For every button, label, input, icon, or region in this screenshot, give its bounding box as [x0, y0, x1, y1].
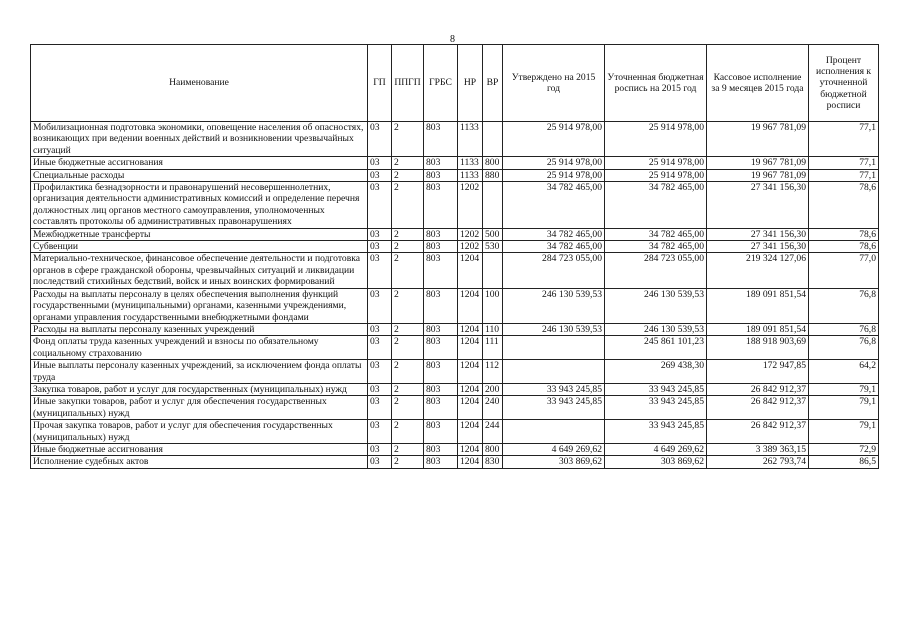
table-row — [31, 456, 879, 468]
cell-percent: 72,9 — [809, 443, 879, 455]
cell-grbs: 803 — [424, 360, 458, 384]
cell-grbs: 803 — [424, 182, 458, 229]
cell-ppgp: 2 — [392, 253, 424, 288]
cell-cash: 26 842 912,37 — [707, 420, 809, 444]
cell-cash: 189 091 851,54 — [707, 288, 809, 323]
cell-approved: 25 914 978,00 — [503, 157, 605, 169]
cell-gp: 03 — [368, 241, 392, 253]
cell-gp: 03 — [368, 288, 392, 323]
cell-ppgp: 2 — [392, 396, 424, 420]
cell-percent: 78,6 — [809, 182, 879, 229]
table-row — [31, 182, 879, 229]
cell-percent: 76,8 — [809, 336, 879, 360]
cell-np: 1133 — [458, 122, 483, 157]
cell-np: 1204 — [458, 323, 483, 335]
cell-percent: 79,1 — [809, 383, 879, 395]
cell-vr: 110 — [483, 323, 503, 335]
cell-adjusted: 25 914 978,00 — [605, 169, 707, 181]
cell-grbs: 803 — [424, 420, 458, 444]
cell-grbs: 803 — [424, 336, 458, 360]
cell-cash: 3 389 363,15 — [707, 443, 809, 455]
cell-approved: 246 130 539,53 — [503, 288, 605, 323]
cell-cash: 26 842 912,37 — [707, 383, 809, 395]
cell-ppgp: 2 — [392, 241, 424, 253]
header-vr: ВР — [483, 45, 503, 122]
cell-approved: 34 782 465,00 — [503, 241, 605, 253]
cell-name: Иные закупки товаров, работ и услуг для обеспечения государственных (муниципальных) нужд — [31, 396, 368, 420]
cell-ppgp: 2 — [392, 383, 424, 395]
cell-gp: 03 — [368, 228, 392, 240]
cell-approved: 4 649 269,62 — [503, 443, 605, 455]
cell-cash: 172 947,85 — [707, 360, 809, 384]
header-ppgp: ППГП — [392, 45, 424, 122]
cell-cash: 219 324 127,06 — [707, 253, 809, 288]
cell-ppgp: 2 — [392, 122, 424, 157]
cell-adjusted: 25 914 978,00 — [605, 122, 707, 157]
cell-grbs: 803 — [424, 323, 458, 335]
cell-np: 1202 — [458, 182, 483, 229]
table-row — [31, 228, 879, 240]
cell-vr: 100 — [483, 288, 503, 323]
cell-np: 1204 — [458, 360, 483, 384]
cell-approved: 246 130 539,53 — [503, 323, 605, 335]
cell-grbs: 803 — [424, 443, 458, 455]
cell-vr: 800 — [483, 157, 503, 169]
table-row — [31, 288, 879, 323]
cell-gp: 03 — [368, 396, 392, 420]
cell-grbs: 803 — [424, 396, 458, 420]
header-adjusted: Уточненная бюджетная роспись на 2015 год — [605, 45, 707, 122]
cell-gp: 03 — [368, 443, 392, 455]
cell-adjusted: 34 782 465,00 — [605, 182, 707, 229]
cell-adjusted: 34 782 465,00 — [605, 228, 707, 240]
cell-name: Исполнение судебных актов — [31, 456, 368, 468]
cell-percent: 78,6 — [809, 241, 879, 253]
cell-gp: 03 — [368, 182, 392, 229]
table-row — [31, 253, 879, 288]
cell-name: Закупка товаров, работ и услуг для государственных (муниципальных) нужд — [31, 383, 368, 395]
header-gp: ГП — [368, 45, 392, 122]
cell-vr: 240 — [483, 396, 503, 420]
header-cash: Кассовое исполнение за 9 месяцев 2015 года — [707, 45, 809, 122]
table-row — [31, 157, 879, 169]
cell-vr — [483, 182, 503, 229]
cell-gp: 03 — [368, 420, 392, 444]
cell-grbs: 803 — [424, 288, 458, 323]
cell-ppgp: 2 — [392, 228, 424, 240]
cell-adjusted: 303 869,62 — [605, 456, 707, 468]
header-approved: Утверждено на 2015 год — [503, 45, 605, 122]
cell-name: Межбюджетные трансферты — [31, 228, 368, 240]
cell-percent: 64,2 — [809, 360, 879, 384]
cell-name: Фонд оплаты труда казенных учреждений и взносы по обязательному социальному страхованию — [31, 336, 368, 360]
cell-adjusted: 25 914 978,00 — [605, 157, 707, 169]
cell-np: 1204 — [458, 443, 483, 455]
cell-percent: 86,5 — [809, 456, 879, 468]
cell-approved — [503, 360, 605, 384]
table-header-row — [31, 45, 879, 122]
cell-name: Мобилизационная подготовка экономики, оповещение населения об опасностях, возникающих при ведении военных действий и возникновении чрезвычайных ситуаций — [31, 122, 368, 157]
cell-grbs: 803 — [424, 456, 458, 468]
cell-vr — [483, 253, 503, 288]
cell-grbs: 803 — [424, 383, 458, 395]
cell-vr: 880 — [483, 169, 503, 181]
cell-gp: 03 — [368, 360, 392, 384]
cell-gp: 03 — [368, 323, 392, 335]
cell-np: 1204 — [458, 456, 483, 468]
cell-ppgp: 2 — [392, 336, 424, 360]
cell-vr — [483, 122, 503, 157]
table-row — [31, 323, 879, 335]
cell-gp: 03 — [368, 456, 392, 468]
cell-name: Профилактика безнадзорности и правонарушений несовершеннолетних, организация деятельности административных комиссий и определение перечня должностных лиц органов местного самоуправления, уполномоченных составлять протоколы об административных правонарушениях — [31, 182, 368, 229]
cell-cash: 26 842 912,37 — [707, 396, 809, 420]
cell-vr: 200 — [483, 383, 503, 395]
cell-cash: 27 341 156,30 — [707, 182, 809, 229]
cell-percent: 76,8 — [809, 288, 879, 323]
cell-vr: 500 — [483, 228, 503, 240]
cell-np: 1204 — [458, 383, 483, 395]
cell-ppgp: 2 — [392, 323, 424, 335]
cell-approved: 33 943 245,85 — [503, 396, 605, 420]
cell-vr: 244 — [483, 420, 503, 444]
table-row — [31, 420, 879, 444]
cell-ppgp: 2 — [392, 182, 424, 229]
cell-vr: 112 — [483, 360, 503, 384]
table-row — [31, 169, 879, 181]
cell-name: Специальные расходы — [31, 169, 368, 181]
table-row — [31, 336, 879, 360]
cell-name: Субвенции — [31, 241, 368, 253]
cell-adjusted: 33 943 245,85 — [605, 396, 707, 420]
cell-ppgp: 2 — [392, 420, 424, 444]
cell-adjusted: 34 782 465,00 — [605, 241, 707, 253]
table-row — [31, 360, 879, 384]
cell-adjusted: 246 130 539,53 — [605, 288, 707, 323]
budget-table — [30, 44, 879, 469]
cell-np: 1133 — [458, 157, 483, 169]
cell-percent: 78,6 — [809, 228, 879, 240]
cell-grbs: 803 — [424, 241, 458, 253]
cell-cash: 27 341 156,30 — [707, 241, 809, 253]
cell-vr: 530 — [483, 241, 503, 253]
cell-adjusted: 246 130 539,53 — [605, 323, 707, 335]
cell-approved: 25 914 978,00 — [503, 169, 605, 181]
cell-ppgp: 2 — [392, 169, 424, 181]
cell-adjusted: 33 943 245,85 — [605, 383, 707, 395]
cell-approved: 303 869,62 — [503, 456, 605, 468]
cell-gp: 03 — [368, 336, 392, 360]
cell-gp: 03 — [368, 169, 392, 181]
cell-ppgp: 2 — [392, 288, 424, 323]
cell-gp: 03 — [368, 383, 392, 395]
cell-name: Расходы на выплаты персоналу в целях обеспечения выполнения функций государственными (муниципальными) органами, казенными учреждениями, органами управления государственными внебюджетными фондами — [31, 288, 368, 323]
cell-percent: 76,8 — [809, 323, 879, 335]
cell-ppgp: 2 — [392, 157, 424, 169]
cell-gp: 03 — [368, 157, 392, 169]
cell-np: 1202 — [458, 228, 483, 240]
table-row — [31, 122, 879, 157]
cell-ppgp: 2 — [392, 360, 424, 384]
cell-name: Иные бюджетные ассигнования — [31, 157, 368, 169]
table-row — [31, 241, 879, 253]
cell-percent: 77,1 — [809, 169, 879, 181]
cell-percent: 77,1 — [809, 157, 879, 169]
cell-approved: 33 943 245,85 — [503, 383, 605, 395]
cell-cash: 262 793,74 — [707, 456, 809, 468]
cell-adjusted: 245 861 101,23 — [605, 336, 707, 360]
cell-grbs: 803 — [424, 157, 458, 169]
cell-approved — [503, 420, 605, 444]
cell-approved: 25 914 978,00 — [503, 122, 605, 157]
cell-vr: 830 — [483, 456, 503, 468]
cell-ppgp: 2 — [392, 443, 424, 455]
cell-np: 1204 — [458, 396, 483, 420]
cell-cash: 189 091 851,54 — [707, 323, 809, 335]
cell-np: 1204 — [458, 336, 483, 360]
table-row — [31, 383, 879, 395]
cell-np: 1204 — [458, 420, 483, 444]
cell-np: 1204 — [458, 288, 483, 323]
cell-grbs: 803 — [424, 169, 458, 181]
cell-percent: 79,1 — [809, 420, 879, 444]
cell-adjusted: 33 943 245,85 — [605, 420, 707, 444]
cell-grbs: 803 — [424, 228, 458, 240]
cell-approved: 34 782 465,00 — [503, 182, 605, 229]
cell-percent: 79,1 — [809, 396, 879, 420]
cell-name: Иные выплаты персоналу казенных учреждений, за исключением фонда оплаты труда — [31, 360, 368, 384]
cell-vr: 111 — [483, 336, 503, 360]
cell-name: Иные бюджетные ассигнования — [31, 443, 368, 455]
cell-approved — [503, 336, 605, 360]
cell-approved: 284 723 055,00 — [503, 253, 605, 288]
page-number: 8 — [450, 34, 455, 45]
cell-adjusted: 4 649 269,62 — [605, 443, 707, 455]
cell-adjusted: 284 723 055,00 — [605, 253, 707, 288]
cell-approved: 34 782 465,00 — [503, 228, 605, 240]
cell-name: Материально-техническое, финансовое обеспечение деятельности и подготовка органов в сфере гражданской обороны, чрезвычайных ситуаций и ликвидации последствий стихийных бедствий, войск и иных воинских формирований — [31, 253, 368, 288]
cell-adjusted: 269 438,30 — [605, 360, 707, 384]
cell-vr: 800 — [483, 443, 503, 455]
header-percent: Процент исполнения к уточненной бюджетной росписи — [809, 45, 879, 122]
cell-percent: 77,1 — [809, 122, 879, 157]
header-np: НР — [458, 45, 483, 122]
table-row — [31, 396, 879, 420]
cell-cash: 19 967 781,09 — [707, 169, 809, 181]
header-grbs: ГРБС — [424, 45, 458, 122]
cell-cash: 19 967 781,09 — [707, 157, 809, 169]
cell-gp: 03 — [368, 122, 392, 157]
cell-name: Расходы на выплаты персоналу казенных учреждений — [31, 323, 368, 335]
cell-grbs: 803 — [424, 253, 458, 288]
cell-np: 1204 — [458, 253, 483, 288]
cell-grbs: 803 — [424, 122, 458, 157]
cell-cash: 19 967 781,09 — [707, 122, 809, 157]
cell-np: 1202 — [458, 241, 483, 253]
cell-gp: 03 — [368, 253, 392, 288]
cell-percent: 77,0 — [809, 253, 879, 288]
cell-cash: 27 341 156,30 — [707, 228, 809, 240]
cell-np: 1133 — [458, 169, 483, 181]
header-name: Наименование — [31, 45, 368, 122]
cell-ppgp: 2 — [392, 456, 424, 468]
cell-cash: 188 918 903,69 — [707, 336, 809, 360]
table-row — [31, 443, 879, 455]
cell-name: Прочая закупка товаров, работ и услуг для обеспечения государственных (муниципальных) нужд — [31, 420, 368, 444]
